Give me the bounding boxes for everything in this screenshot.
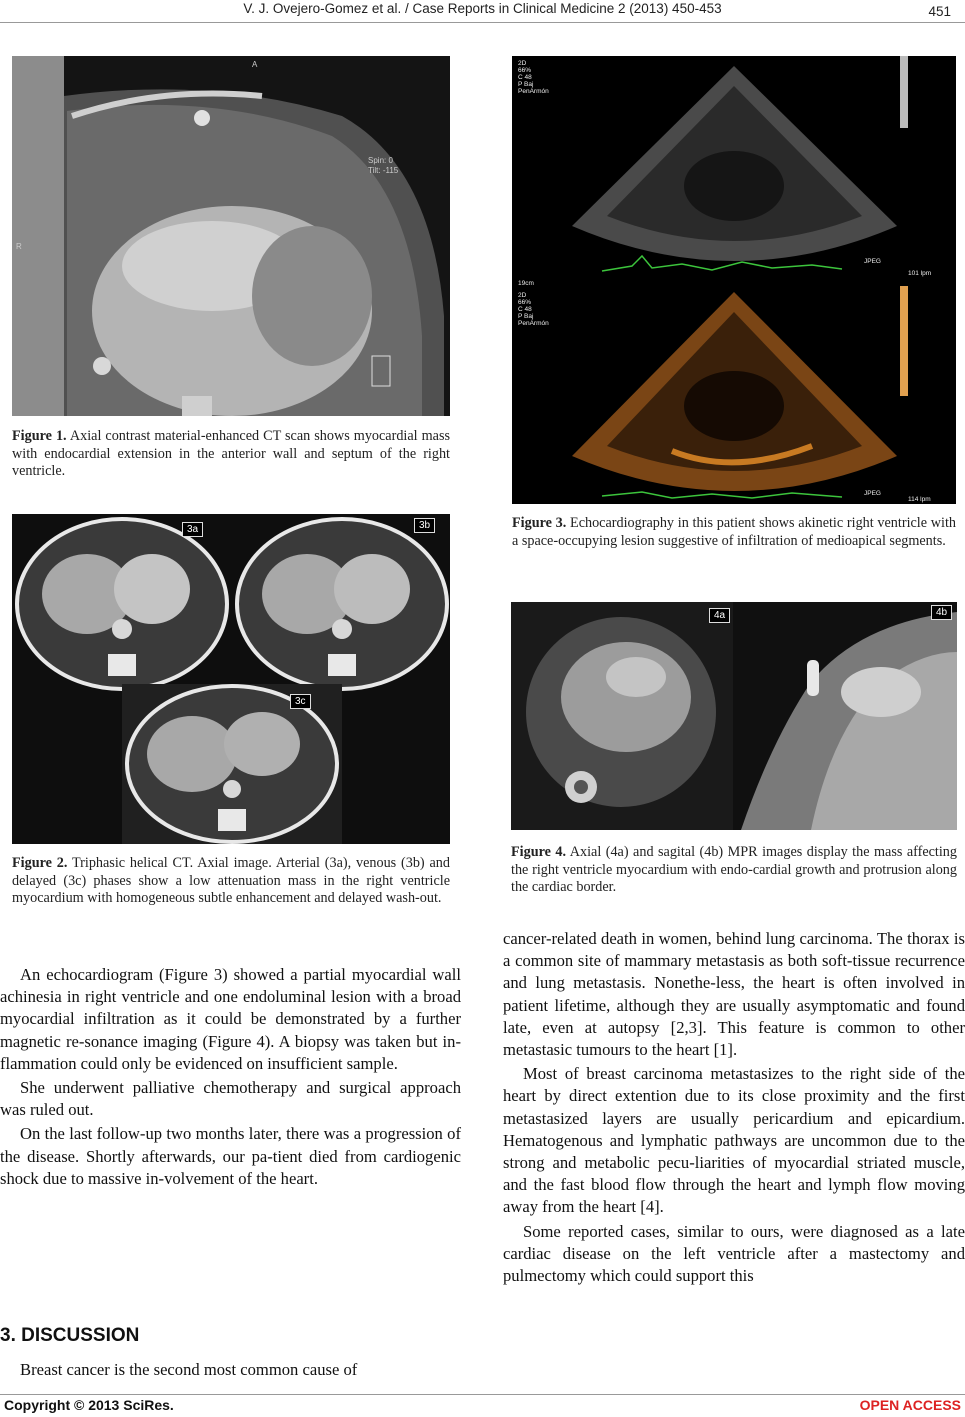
echo-bottom-jpeg: JPEG [864,490,881,497]
panel-label-4a: 4a [709,608,730,623]
figure-3-image [512,56,956,504]
paragraph-echocardiogram: An echocardiogram (Figure 3) showed a partial myocardial wall achinesia in right ventricle and one endoluminal lesion with a broad myocardial infiltration as it could be demonstrated by a further magnetic re-sonance imaging (Figure 4). A biopsy was taken but in-flammation could only be evidenced on insufficient sample. [0,965,461,1073]
figure-2-caption-text: Triphasic helical CT. Axial image. Arterial (3a), venous (3b) and delayed (3c) phases show a low attenuation mass in the right ventricle myocardium with homogeneous subtle enhancement and delayed wash-out. [12,855,450,906]
echo-bottom-rate: 114 lpm [908,496,931,503]
echo-top-rate: 101 lpm [908,270,932,277]
ct-anterior-marker: A [252,60,258,69]
figure-4-image [511,602,957,830]
panel-label-4b: 4b [931,605,952,620]
echo-bottom-mode: 2D [518,292,527,299]
header-title: V. J. Ovejero-Gomez et al. / Case Reports in Clinical Medicine 2 (2013) 450-453 [243,1,722,16]
echo-bottom-power: P Baj [518,313,534,320]
panel-label-3c: 3c [290,694,311,709]
ct-spin-readout: Spin: 0 [368,156,393,165]
echo-bottom-preset: PenArmón [518,320,549,327]
left-column-body [0,964,461,1190]
echocardiography-illustration [512,56,956,504]
section-heading-discussion: 3. DISCUSSION [0,1325,140,1346]
footer-open-access: OPEN ACCESS [859,1397,961,1413]
figure-1-caption [12,428,450,481]
ct-scan-illustration [12,56,450,416]
echo-top-preset: PenArmón [518,88,549,95]
figure-3-caption-text: Echocardiography in this patient shows akinetic right ventricle with a space-occupying lesion suggestive of infiltration of medioapical segments. [512,515,956,549]
footer-copyright: Copyright © 2013 SciRes. [4,1397,174,1413]
echo-bottom-contrast: C 48 [518,306,532,313]
discussion-intro [0,1359,461,1381]
figure-3-caption [512,515,956,550]
echo-bottom-settings [518,292,549,327]
page-number: 451 [928,4,951,19]
paragraph-metastasis-spread: Most of breast carcinoma metastasizes to the right side of the heart by direct extention due to its close proximity and the first metastasized layers are usually pericardium and epicardium. Hematogenous and lymphatic pathways are uncommon due to the strong and metabolic pecu-liarities of myocardial striated muscle, and the fast blood flow through the heart and lymph flow moving away from the heart [4]. [503,1064,965,1217]
echo-top-mode: 2D [518,60,527,67]
figure-4-label: Figure 4. [511,844,567,860]
mpr-illustration [511,602,957,830]
figure-4-caption [511,844,957,897]
echo-bottom-gain: 66% [518,299,532,306]
header-rule [0,22,965,23]
echo-top-gain: 66% [518,67,532,74]
paragraph-follow-up: On the last follow-up two months later, there was a progression of the disease. Shortly afterwards, our pa-tient died from cardiogenic shock due to massive in-volvement of the heart. [0,1124,461,1188]
panel-label-3b: 3b [414,518,435,533]
paragraph-cancer-death: cancer-related death in women, behind lung carcinoma. The thorax is a common site of mammary metastasis as both soft-tissue recurrence and lung metastasis. Nonethe-less, the heart is often involved in patient lifetime, although they are usually asymptomatic and found late, even at autopsy [2,3]. This feature is common to other metastasic tumours to the heart [1]. [503,929,965,1060]
figure-2-label: Figure 2. [12,855,68,871]
panel-label-3a: 3a [182,522,203,537]
echo-top-power: P Baj [518,81,534,88]
running-header [0,1,965,16]
paragraph-reported-cases: Some reported cases, similar to ours, were diagnosed as a late cardiac disease on the left ventricle after a mastectomy and pulmectomy which could support this [503,1221,965,1286]
figure-1-label: Figure 1. [12,428,67,444]
triphasic-ct-illustration [12,514,450,844]
ct-right-marker: R [16,242,22,251]
paragraph-discussion-start: Breast cancer is the second most common cause of [20,1360,358,1379]
ct-tilt-readout: Tilt: -115 [368,166,399,175]
figure-1-image [12,56,450,416]
figure-2-image [12,514,450,844]
paragraph-chemotherapy: She underwent palliative chemotherapy and surgical approach was ruled out. [0,1078,461,1120]
figure-3-label: Figure 3. [512,515,567,531]
figure-4-caption-text: Axial (4a) and sagital (4b) MPR images display the mass affecting the right ventricle myocardium with endo-cardial growth and protrusion along the cardiac border. [511,844,957,895]
echo-top-contrast: C 48 [518,74,532,81]
footer-rule [0,1394,965,1395]
echo-top-settings [518,60,549,95]
figure-2-caption [12,855,450,908]
figure-1-caption-text: Axial contrast material-enhanced CT scan shows myocardial mass with endocardial extension in the anterior wall and septum of the right ventricle. [12,428,450,479]
echo-depth-readout: 19cm [518,280,534,287]
right-column-body [503,928,965,1287]
echo-top-jpeg: JPEG [864,258,881,265]
